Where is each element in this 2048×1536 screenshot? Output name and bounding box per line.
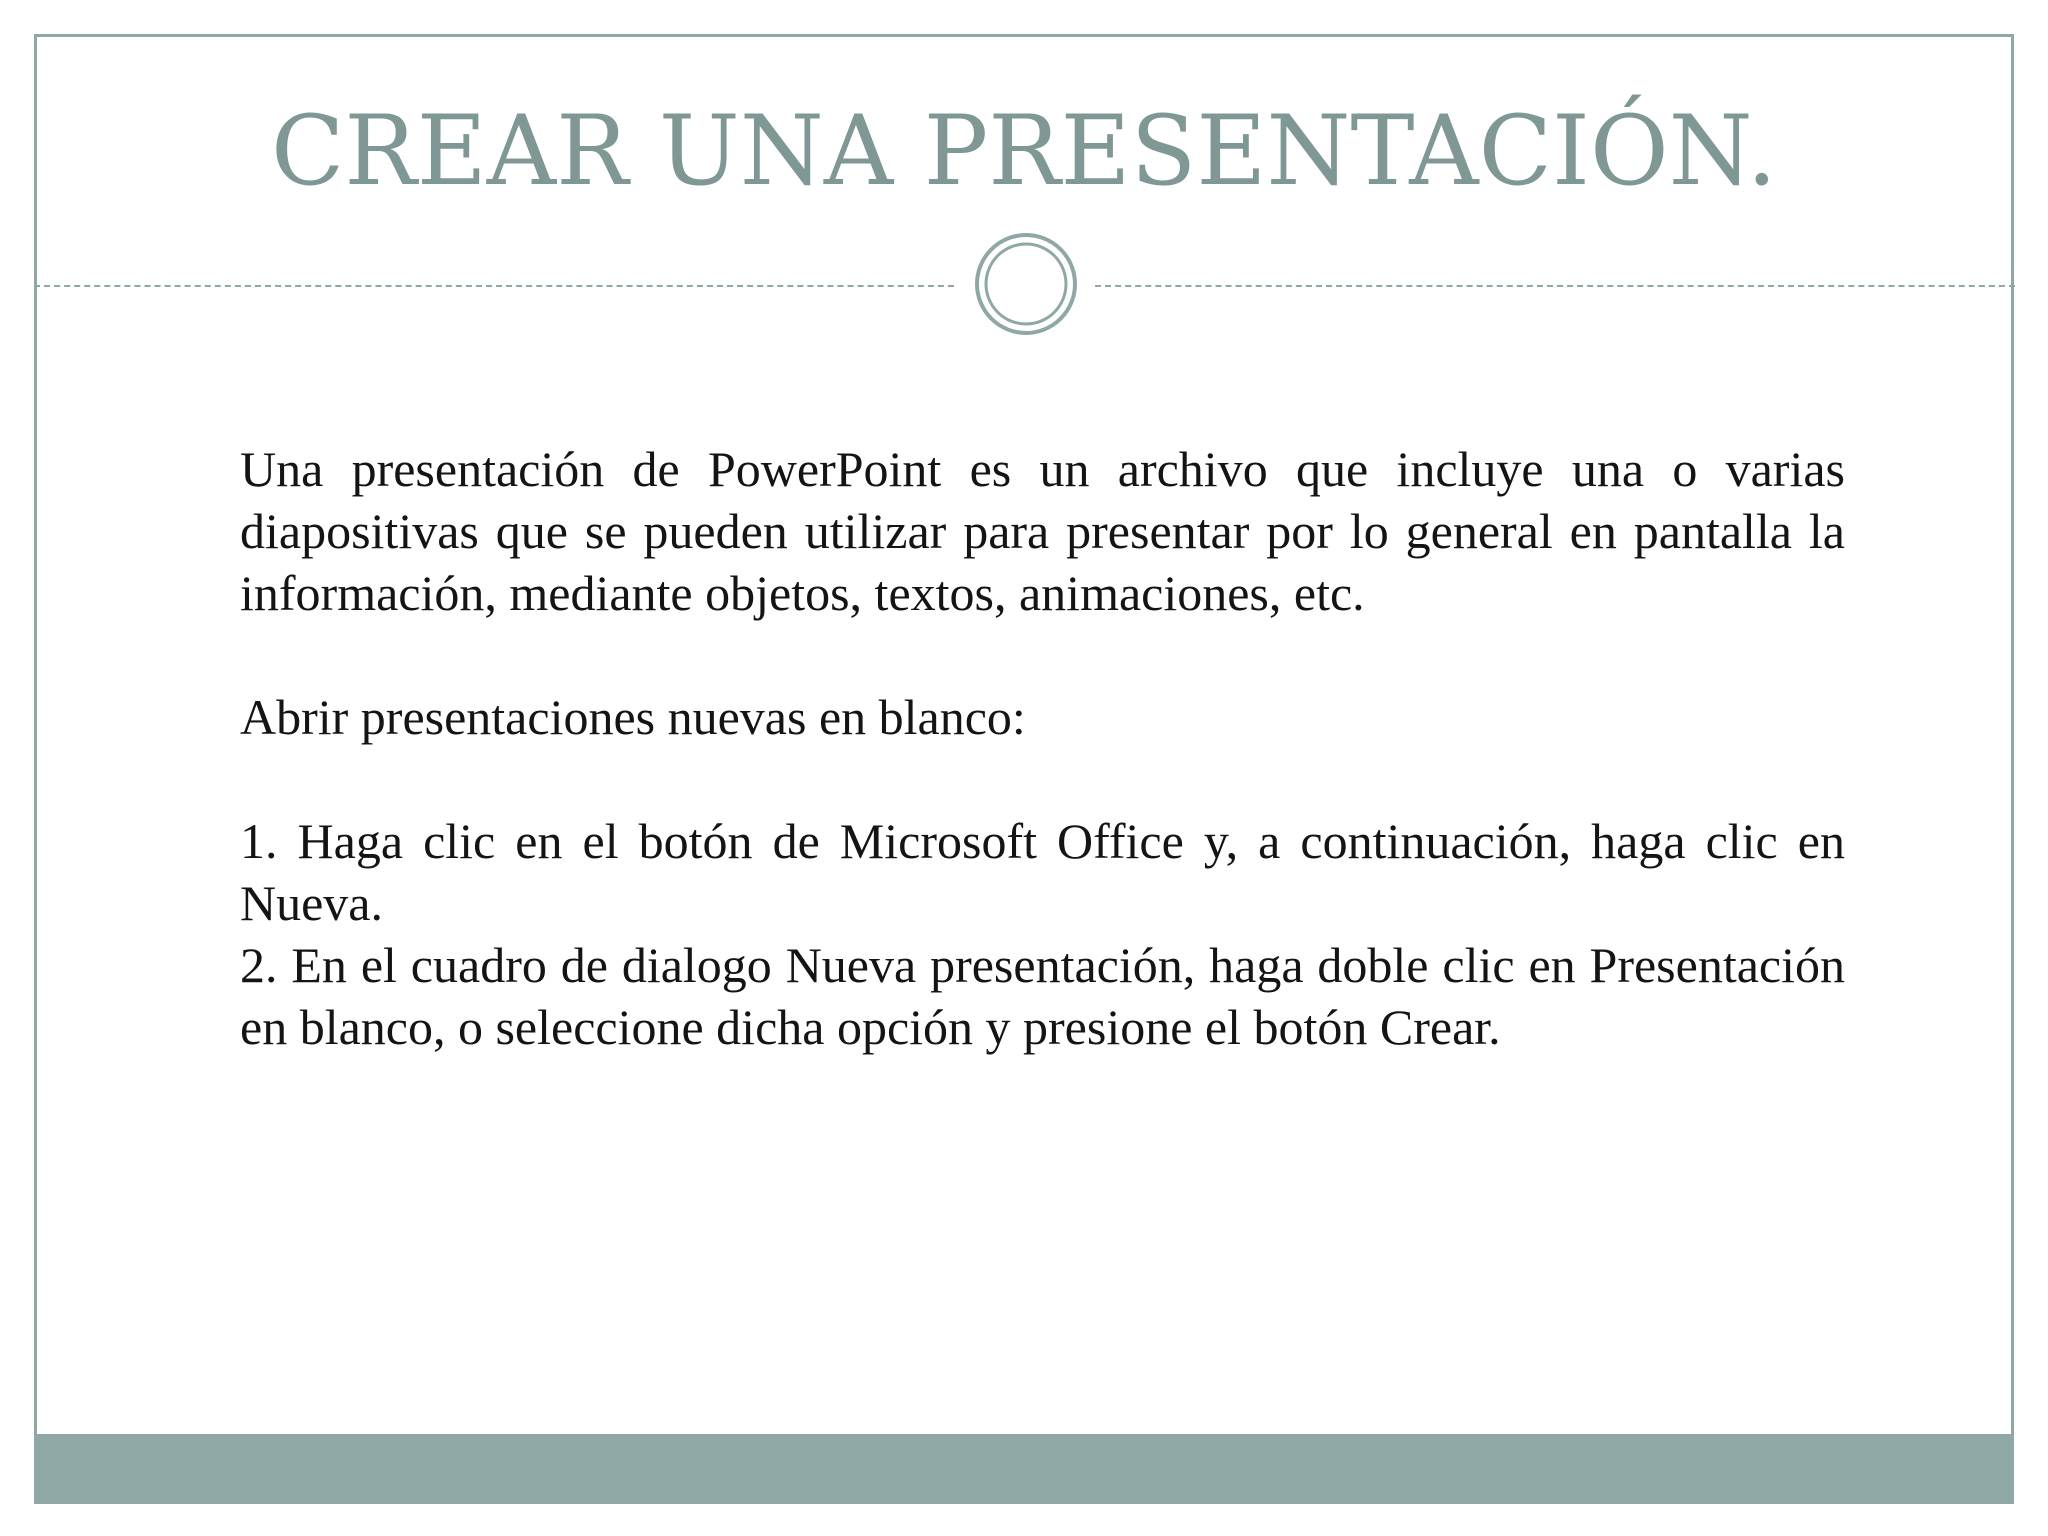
section-heading: Abrir presentaciones nuevas en blanco:: [240, 689, 1026, 745]
double-circle-icon: [974, 232, 1078, 336]
divider-left: [34, 285, 954, 287]
intro-paragraph: Una presentación de PowerPoint es un archivo que incluye una o varias diapositivas que se pueden utilizar para presentar por lo general en pantalla la información, mediante objetos, textos, animaciones, etc.: [240, 441, 1845, 621]
divider-right: [1095, 285, 2015, 287]
footer-bar: [34, 1434, 2014, 1504]
step-2: 2. En el cuadro de dialogo Nueva presentación, haga doble clic en Presentación en blanco, o seleccione dicha opción y presione el botón Crear.: [240, 937, 1845, 1055]
slide-body: [240, 438, 1845, 1058]
step-1: 1. Haga clic en el botón de Microsoft Office y, a continuación, haga clic en Nueva.: [240, 813, 1845, 931]
slide-title: CREAR UNA PRESENTACIÓN.: [270, 95, 1778, 207]
